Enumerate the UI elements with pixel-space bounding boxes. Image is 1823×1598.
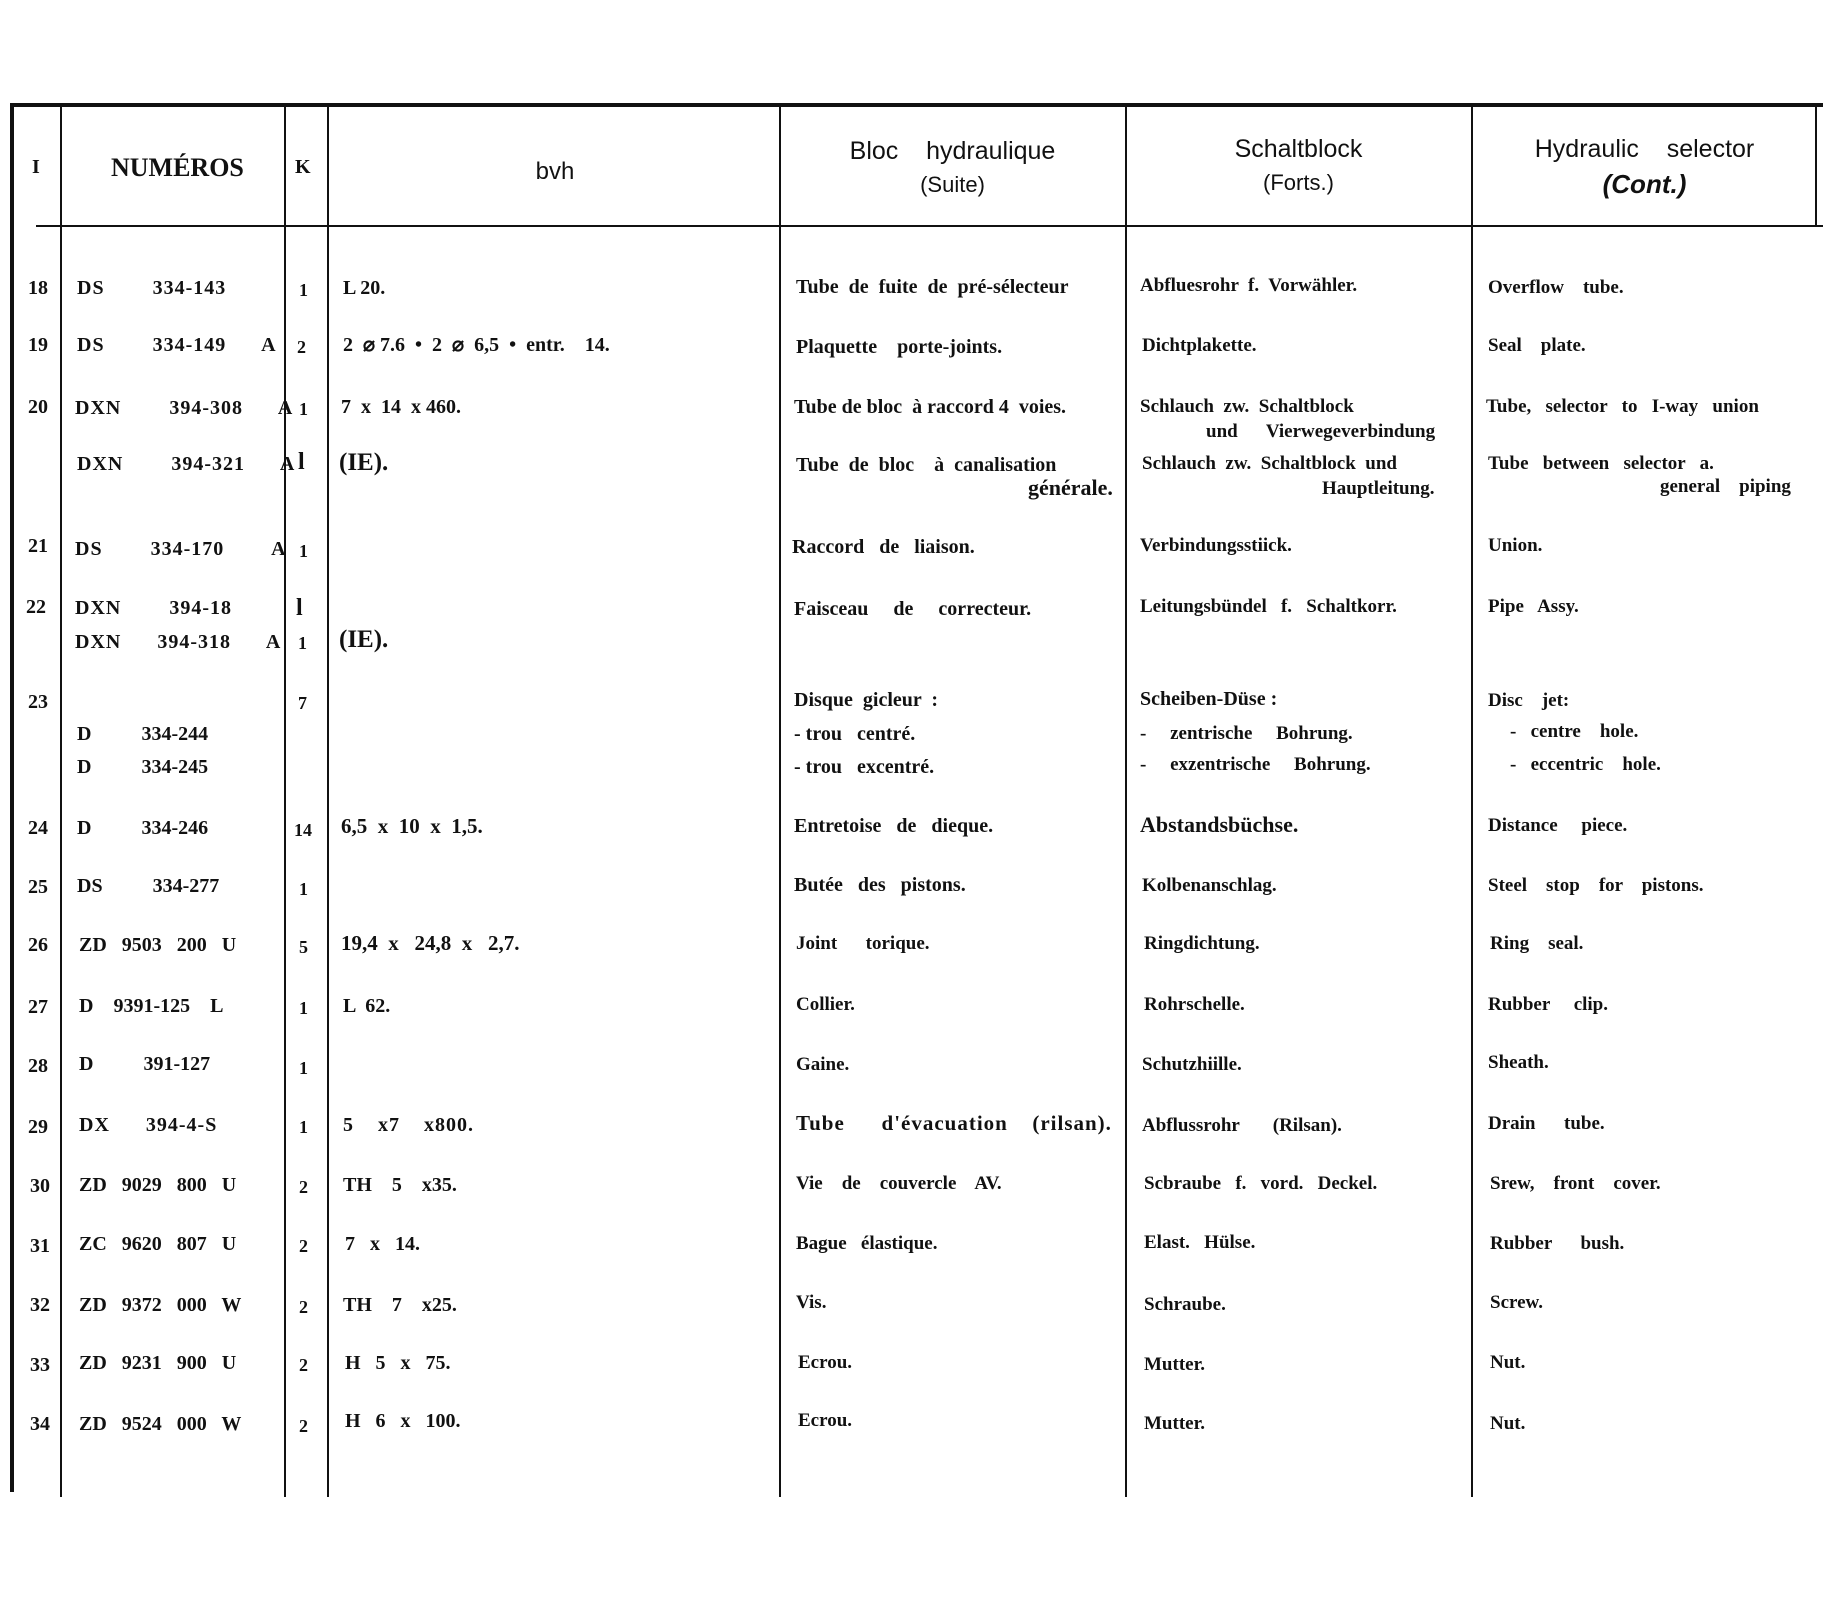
description-de: Schutzhiille. — [1142, 1054, 1242, 1075]
row-index: 20 — [28, 396, 48, 418]
part-number: ZD 9372 000 W — [79, 1294, 242, 1316]
header-bottom-rule — [36, 225, 1823, 227]
description-en: Pipe Assy. — [1488, 596, 1579, 617]
header-numbers: NUMÉROS — [111, 153, 244, 182]
row-index: 29 — [28, 1116, 48, 1138]
quantity: 1 — [299, 541, 308, 561]
description-en: Drain tube. — [1488, 1113, 1605, 1134]
part-number: D 391-127 — [79, 1053, 211, 1075]
description-en: Disc jet: — [1488, 690, 1570, 711]
description-en: Rubber bush. — [1490, 1233, 1625, 1254]
description-fr: Butée des pistons. — [794, 874, 966, 896]
description-de-line2: und Vierwegeverbindung — [1206, 421, 1436, 442]
dimensions: H 6 x 100. — [345, 1410, 461, 1432]
quantity: 1 — [298, 633, 307, 653]
part-number: DS 334-149 A — [77, 334, 277, 356]
description-en: Steel stop for pistons. — [1488, 875, 1704, 896]
description-de: Abflussrohr (Rilsan). — [1142, 1115, 1342, 1136]
description-fr: Tube d'évacuation (rilsan). — [796, 1111, 1112, 1135]
header-qty: K — [295, 156, 311, 178]
header-fr-sub: (Suite) — [920, 172, 985, 197]
part-number: DX 394-4-S — [79, 1114, 218, 1136]
left-border — [10, 105, 14, 1492]
description-de: Dichtplakette. — [1142, 335, 1257, 356]
quantity: 2 — [299, 1236, 308, 1256]
description-de: Kolbenanschlag. — [1142, 875, 1277, 896]
header-de-sub: (Forts.) — [1263, 170, 1334, 195]
description-fr: - trou excentré. — [794, 756, 935, 778]
description-de: Scheiben-Düse : — [1140, 688, 1278, 710]
description-fr-line2: générale. — [1028, 475, 1113, 500]
quantity: 1 — [299, 998, 308, 1018]
quantity: 1 — [299, 280, 308, 300]
part-number: DS 334-170 A — [75, 538, 287, 560]
description-fr: Tube de bloc à raccord 4 voies. — [794, 396, 1067, 418]
description-en: Srew, front cover. — [1490, 1173, 1661, 1194]
part-number: ZD 9524 000 W — [79, 1413, 242, 1435]
quantity: 7 — [298, 693, 307, 713]
part-number: DXN 394-308 A — [75, 397, 294, 419]
description-en: Screw. — [1490, 1292, 1543, 1313]
col-divider-4 — [779, 105, 781, 1497]
quantity: 1 — [299, 1058, 308, 1078]
row-index: 33 — [30, 1354, 50, 1376]
dimensions: L 20. — [343, 277, 386, 299]
header-de-title: Schaltblock — [1234, 135, 1363, 163]
part-number: D 334-244 — [77, 723, 209, 745]
description-de: Schlauch zw. Schaltblock und — [1142, 453, 1397, 474]
description-fr: Tube de fuite de pré-sélecteur — [796, 276, 1069, 298]
dimensions: TH 7 x25. — [343, 1294, 457, 1316]
description-en-line2: general piping — [1660, 476, 1791, 497]
quantity: 1 — [299, 1117, 308, 1137]
header-index: I — [32, 156, 40, 178]
description-de: Mutter. — [1144, 1413, 1206, 1434]
description-en: Overflow tube. — [1488, 277, 1624, 298]
part-number: DS 334-143 — [77, 277, 227, 299]
description-de: Elast. Hülse. — [1144, 1232, 1256, 1253]
dimensions: (IE). — [339, 626, 389, 653]
row-index: 27 — [28, 996, 48, 1018]
description-de: Mutter. — [1144, 1354, 1206, 1375]
description-de: Ringdichtung. — [1144, 933, 1260, 954]
description-en: Union. — [1488, 535, 1543, 556]
dimensions: 2 ⌀ 7.6 • 2 ⌀ 6,5 • entr. 14. — [343, 334, 610, 356]
description-fr: Bague élastique. — [796, 1233, 938, 1254]
description-de: Leitungsbündel f. Schaltkorr. — [1140, 596, 1397, 617]
description-de: Schraube. — [1144, 1294, 1226, 1315]
quantity: 2 — [299, 1355, 308, 1375]
row-index: 23 — [28, 691, 48, 713]
part-number: D 334-246 — [77, 817, 209, 839]
part-number: DXN 394-318 A — [75, 631, 282, 653]
description-fr: Entretoise de dieque. — [794, 815, 994, 837]
row-index: 24 — [28, 817, 48, 839]
row-index: 30 — [30, 1175, 50, 1197]
dimensions: 19,4 x 24,8 x 2,7. — [341, 931, 520, 955]
description-en: - centre hole. — [1510, 721, 1639, 742]
description-fr: Faisceau de correcteur. — [794, 598, 1032, 620]
dimensions: H 5 x 75. — [345, 1352, 451, 1374]
part-number: D 9391-125 L — [79, 995, 224, 1017]
description-fr: Joint torique. — [796, 933, 930, 954]
description-en: Tube, selector to I-way union — [1486, 396, 1759, 417]
top-rule — [10, 103, 1823, 107]
part-number: DS 334-277 — [77, 875, 220, 897]
description-fr: Plaquette porte-joints. — [796, 336, 1003, 358]
col-divider-1 — [60, 105, 62, 1497]
col-divider-7 — [1815, 105, 1817, 225]
row-index: 21 — [28, 535, 48, 557]
dimensions: 7 x 14. — [345, 1233, 420, 1255]
header-en-sub: (Cont.) — [1602, 169, 1687, 199]
quantity: 2 — [299, 1177, 308, 1197]
row-index: 34 — [30, 1413, 50, 1435]
description-en: Distance piece. — [1488, 815, 1628, 836]
row-index: 28 — [28, 1055, 48, 1077]
col-divider-6 — [1471, 105, 1473, 1497]
description-en: Ring seal. — [1490, 933, 1584, 954]
part-number: ZD 9231 900 U — [79, 1352, 237, 1374]
row-index: 19 — [28, 334, 48, 356]
col-divider-5 — [1125, 105, 1127, 1497]
description-en: Seal plate. — [1488, 335, 1586, 356]
description-fr: Disque gicleur : — [794, 689, 939, 711]
description-en: Nut. — [1490, 1352, 1526, 1373]
part-number: ZD 9503 200 U — [79, 934, 237, 956]
row-index: 18 — [28, 277, 48, 299]
dimensions: (IE). — [339, 449, 389, 476]
quantity: l — [296, 595, 303, 621]
quantity: 2 — [297, 337, 306, 357]
description-fr: Raccord de liaison. — [792, 536, 975, 558]
row-index: 31 — [30, 1235, 50, 1257]
col-divider-2 — [284, 105, 286, 1497]
col-divider-3 — [327, 105, 329, 1497]
part-number: DXN 394-321 A — [77, 453, 296, 475]
header-dims: bvh — [535, 158, 575, 185]
description-de: Abfluesrohr f. Vorwähler. — [1140, 275, 1358, 296]
description-en: - eccentric hole. — [1510, 754, 1661, 775]
quantity: 2 — [299, 1416, 308, 1436]
description-de: Verbindungsstiick. — [1140, 535, 1292, 556]
part-number: DXN 394-18 — [75, 597, 232, 619]
quantity: l — [298, 449, 305, 475]
description-de: Rohrschelle. — [1144, 994, 1245, 1015]
description-fr: Vie de couvercle AV. — [796, 1173, 1002, 1194]
header-en-title: Hydraulic selector — [1534, 135, 1755, 163]
description-en: Sheath. — [1488, 1052, 1549, 1073]
dimensions: 5 x7 x800. — [343, 1114, 474, 1136]
header-fr-title: Bloc hydraulique — [849, 137, 1056, 165]
description-fr: Collier. — [796, 994, 855, 1015]
row-index: 26 — [28, 934, 48, 956]
row-index: 32 — [30, 1294, 50, 1316]
description-de: Schlauch zw. Schaltblock — [1140, 396, 1354, 417]
description-fr: Vis. — [796, 1292, 827, 1313]
quantity: 2 — [299, 1297, 308, 1317]
quantity: 14 — [294, 820, 312, 840]
part-number: D 334-245 — [77, 756, 209, 778]
quantity: 1 — [299, 879, 308, 899]
quantity: 5 — [299, 937, 308, 957]
description-fr: Ecrou. — [798, 1410, 853, 1431]
description-fr: Gaine. — [796, 1054, 850, 1075]
dimensions: L 62. — [343, 995, 391, 1017]
dimensions: TH 5 x35. — [343, 1174, 457, 1196]
part-number: ZD 9029 800 U — [79, 1174, 237, 1196]
description-fr: Tube de bloc à canalisation — [796, 454, 1057, 476]
description-de: Scbraube f. vord. Deckel. — [1144, 1173, 1378, 1194]
part-number: ZC 9620 807 U — [79, 1233, 237, 1255]
quantity: 1 — [299, 399, 308, 419]
description-de: - zentrische Bohrung. — [1140, 723, 1353, 744]
description-de: Abstandsbüchse. — [1140, 812, 1299, 837]
description-fr: - trou centré. — [794, 723, 916, 745]
row-index: 22 — [26, 596, 46, 618]
description-de: - exzentrische Bohrung. — [1140, 754, 1371, 775]
description-en: Nut. — [1490, 1413, 1526, 1434]
row-index: 25 — [28, 876, 48, 898]
dimensions: 6,5 x 10 x 1,5. — [341, 814, 483, 838]
dimensions: 7 x 14 x 460. — [341, 396, 461, 418]
description-en: Tube between selector a. — [1488, 453, 1714, 474]
description-en: Rubber clip. — [1488, 994, 1609, 1015]
description-fr: Ecrou. — [798, 1352, 853, 1373]
description-de-line2: Hauptleitung. — [1322, 478, 1435, 499]
